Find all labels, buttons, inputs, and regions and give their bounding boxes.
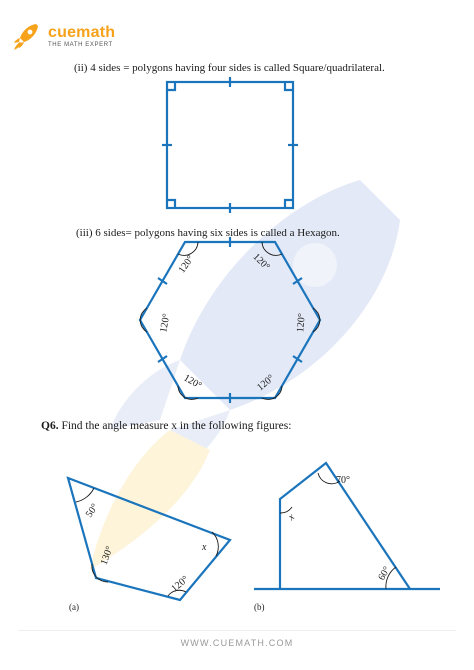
- angle-label: 120°: [169, 573, 191, 595]
- angle-label: 130°: [98, 544, 116, 567]
- hexagon-angle: 120°: [255, 372, 277, 394]
- footer-divider: [18, 630, 456, 631]
- hexagon-angle: 120°: [176, 253, 197, 276]
- figure-a-caption: (a): [69, 602, 79, 612]
- question-text: Find the angle measure x in the following figures:: [61, 420, 292, 432]
- square-figure: [160, 76, 300, 214]
- figure-b-caption: (b): [254, 602, 265, 612]
- angle-label-x: x: [286, 511, 297, 523]
- figure-b: [250, 455, 445, 595]
- question-6: [41, 420, 291, 432]
- angle-label: 50°: [83, 501, 101, 520]
- angle-label: 60°: [376, 564, 393, 583]
- hexagon-caption: (iii) 6 sides= polygons having six sides is called a Hexagon.: [76, 227, 340, 239]
- cuemath-logo: [10, 20, 140, 52]
- hexagon-angle: 120°: [250, 251, 272, 273]
- brand-name: cuemath: [48, 24, 116, 41]
- brand-tagline: THE MATH EXPERT: [48, 42, 113, 48]
- hexagon-angle: 120°: [181, 372, 204, 392]
- figure-a: [60, 470, 240, 610]
- square-caption: (ii) 4 sides = polygons having four sides is called Square/quadrilateral.: [74, 62, 385, 74]
- footer-url[interactable]: WWW.CUEMATH.COM: [180, 638, 294, 648]
- hexagon-figure: [130, 236, 330, 406]
- hexagon-angle: 120°: [295, 312, 308, 333]
- hexagon-angle: 120°: [158, 312, 173, 334]
- angle-label-x: x: [202, 542, 207, 553]
- rocket-icon: [10, 20, 42, 52]
- angle-label: 70°: [336, 475, 350, 486]
- question-number: Q6.: [41, 420, 59, 432]
